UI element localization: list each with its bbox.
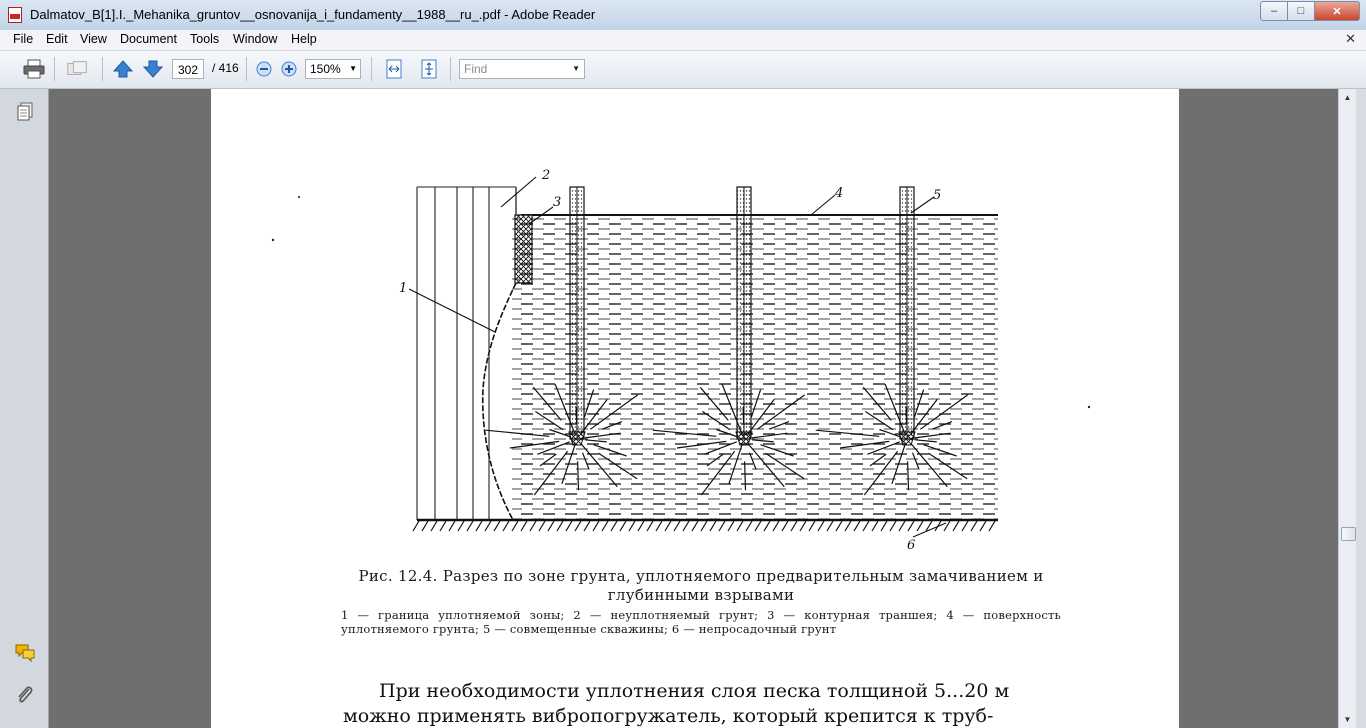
menu-document[interactable]: Document	[120, 32, 177, 46]
ground-hatch-stroke	[665, 521, 671, 531]
ground-hatch-stroke	[512, 521, 518, 531]
pages-panel-icon[interactable]	[14, 101, 36, 123]
borehole-2	[736, 187, 752, 445]
fit-page-icon[interactable]	[417, 58, 441, 80]
ground-hatch-stroke	[503, 521, 509, 531]
menu-edit[interactable]: Edit	[46, 32, 68, 46]
attachments-icon[interactable]	[14, 684, 36, 706]
fit-width-icon[interactable]	[382, 58, 406, 80]
ground-hatch-stroke	[449, 521, 455, 531]
ground-hatch-stroke	[755, 521, 761, 531]
ground-hatch-stroke	[737, 521, 743, 531]
toolbar-separator	[450, 57, 451, 81]
maximize-button[interactable]: □	[1287, 1, 1315, 21]
caption-legend: 1 — граница уплотняемой зоны; 2 — неуплотняемый грунт; 3 — контурная траншея; 4 — поверхность уплотняемого грунта; 5 — совмещенные скважины; 6 — непросадочный грунт	[341, 608, 1061, 636]
ground-hatch-stroke	[710, 521, 716, 531]
ground-hatch-stroke	[881, 521, 887, 531]
ground-hatch-stroke	[629, 521, 635, 531]
ground-hatch-stroke	[476, 521, 482, 531]
ground-hatch-stroke	[917, 521, 923, 531]
soil-section-figure	[211, 89, 1179, 549]
ground-hatch-stroke	[494, 521, 500, 531]
toolbar-separator	[102, 57, 103, 81]
label-1: 1	[399, 281, 408, 296]
borehole-3	[899, 187, 915, 445]
ground-hatch-stroke	[539, 521, 545, 531]
ground-hatch-stroke	[557, 521, 563, 531]
ground-hatch-stroke	[773, 521, 779, 531]
document-close-icon[interactable]: ✕	[1345, 31, 1356, 46]
ground-hatch-stroke	[818, 521, 824, 531]
previous-page-icon[interactable]	[111, 58, 135, 80]
ground-hatch-stroke	[620, 521, 626, 531]
body-line-2: можно применять вибропогружатель, который крепится к труб-	[343, 705, 994, 727]
ground-hatch-stroke	[485, 521, 491, 531]
zoom-in-icon[interactable]	[277, 58, 301, 80]
ground-hatch-stroke	[467, 521, 473, 531]
print-icon[interactable]	[22, 58, 46, 80]
blast-ray	[576, 407, 577, 425]
ground-hatch-stroke	[890, 521, 896, 531]
menu-bar	[0, 30, 1366, 51]
next-page-icon[interactable]	[141, 58, 165, 80]
find-placeholder: Find	[464, 62, 488, 76]
ground-hatch-stroke	[602, 521, 608, 531]
vertical-scrollbar[interactable]	[1338, 89, 1356, 728]
ground-hatch-stroke	[431, 521, 437, 531]
menu-tools[interactable]: Tools	[190, 32, 220, 46]
blast-ray	[906, 407, 907, 425]
window-title: Dalmatov_B[1].I._Mehanika_gruntov__osnovanija_i_fundamenty__1988__ru_.pdf - Adobe Reader	[30, 7, 596, 22]
window-controls	[1261, 1, 1360, 21]
minimize-button[interactable]: –	[1260, 1, 1288, 21]
scrollbar-thumb[interactable]	[1341, 527, 1356, 541]
ground-hatch-stroke	[971, 521, 977, 531]
chevron-down-icon: ▼	[572, 64, 580, 73]
ground-hatch-stroke	[782, 521, 788, 531]
ground-hatch-stroke	[899, 521, 905, 531]
toolbar-separator	[246, 57, 247, 81]
label-5: 5	[933, 188, 942, 203]
ground-hatch-stroke	[809, 521, 815, 531]
ground-hatch-stroke	[872, 521, 878, 531]
ground-hatch-stroke	[656, 521, 662, 531]
ground-hatch-stroke	[413, 521, 419, 531]
ground-hatch-stroke	[836, 521, 842, 531]
ground-hatch-stroke	[692, 521, 698, 531]
ground-hatch-stroke	[728, 521, 734, 531]
menu-file[interactable]: File	[13, 32, 34, 46]
ground-hatch-stroke	[944, 521, 950, 531]
title-bar	[0, 0, 1366, 30]
menu-window[interactable]: Window	[233, 32, 278, 46]
ground-hatch-stroke	[548, 521, 554, 531]
ground-hatch-stroke	[530, 521, 536, 531]
caption-title: Рис. 12.4. Разрез по зоне грунта, уплотняемого предварительным замачиванием и глубинными взрывами	[358, 567, 1044, 604]
scroll-up-icon[interactable]: ▲	[1343, 93, 1352, 102]
ground-hatch-stroke	[953, 521, 959, 531]
menu-help[interactable]: Help	[291, 32, 317, 46]
pdf-page	[211, 89, 1179, 728]
ground-hatch-stroke	[593, 521, 599, 531]
ground-hatch-stroke	[701, 521, 707, 531]
collaborate-icon[interactable]	[66, 58, 90, 80]
uncompacted-soil	[417, 187, 512, 520]
ground-hatch-stroke	[566, 521, 572, 531]
window-edge	[1356, 89, 1366, 728]
toolbar-separator	[54, 57, 55, 81]
close-button[interactable]: ✕	[1314, 1, 1360, 21]
label-4: 4	[835, 186, 844, 201]
ground-hatch-stroke	[854, 521, 860, 531]
ground-hatch-stroke	[575, 521, 581, 531]
non-subsiding-soil-hatch	[413, 521, 995, 531]
ground-hatch-stroke	[584, 521, 590, 531]
adobe-reader-icon	[8, 7, 22, 23]
ground-hatch-stroke	[521, 521, 527, 531]
ground-hatch-stroke	[458, 521, 464, 531]
label-6: 6	[907, 538, 916, 549]
ground-hatch-stroke	[989, 521, 995, 531]
zoom-value: 150%	[310, 62, 341, 76]
ground-hatch-stroke	[863, 521, 869, 531]
ground-hatch-stroke	[845, 521, 851, 531]
ground-hatch-stroke	[719, 521, 725, 531]
ground-hatch-stroke	[674, 521, 680, 531]
page-number-input[interactable]: 302	[172, 59, 204, 79]
comments-icon[interactable]	[14, 642, 36, 664]
ground-hatch-stroke	[827, 521, 833, 531]
find-input[interactable]	[459, 59, 585, 79]
ground-hatch-stroke	[764, 521, 770, 531]
menu-view[interactable]: View	[80, 32, 107, 46]
toolbar-separator	[371, 57, 372, 81]
body-text	[343, 679, 1063, 728]
scroll-down-icon[interactable]: ▼	[1343, 715, 1352, 724]
ground-hatch-stroke	[908, 521, 914, 531]
contour-trench	[515, 215, 532, 283]
scan-speck	[1088, 406, 1090, 408]
scan-speck	[272, 239, 274, 241]
ground-hatch-stroke	[440, 521, 446, 531]
ground-hatch-stroke	[746, 521, 752, 531]
page-total: / 416	[212, 61, 239, 75]
label-2: 2	[542, 168, 551, 183]
ground-hatch-stroke	[962, 521, 968, 531]
navigation-panel	[0, 89, 49, 728]
toolbar	[0, 51, 1366, 89]
label-3: 3	[553, 195, 562, 210]
figure-caption	[341, 567, 1061, 636]
ground-hatch-stroke	[683, 521, 689, 531]
zoom-out-icon[interactable]	[252, 58, 276, 80]
ground-hatch-stroke	[638, 521, 644, 531]
ground-hatch-stroke	[422, 521, 428, 531]
ground-hatch-stroke	[791, 521, 797, 531]
borehole-1	[569, 187, 585, 445]
ground-hatch-stroke	[611, 521, 617, 531]
scan-speck	[298, 196, 300, 198]
body-line-1: При необходимости уплотнения слоя песка толщиной 5...20 м	[379, 680, 1010, 702]
blast-ray	[743, 407, 744, 425]
chevron-down-icon: ▼	[349, 64, 357, 73]
ground-hatch-stroke	[647, 521, 653, 531]
ground-hatch-stroke	[800, 521, 806, 531]
zoom-select[interactable]	[305, 59, 361, 79]
ground-hatch-stroke	[980, 521, 986, 531]
